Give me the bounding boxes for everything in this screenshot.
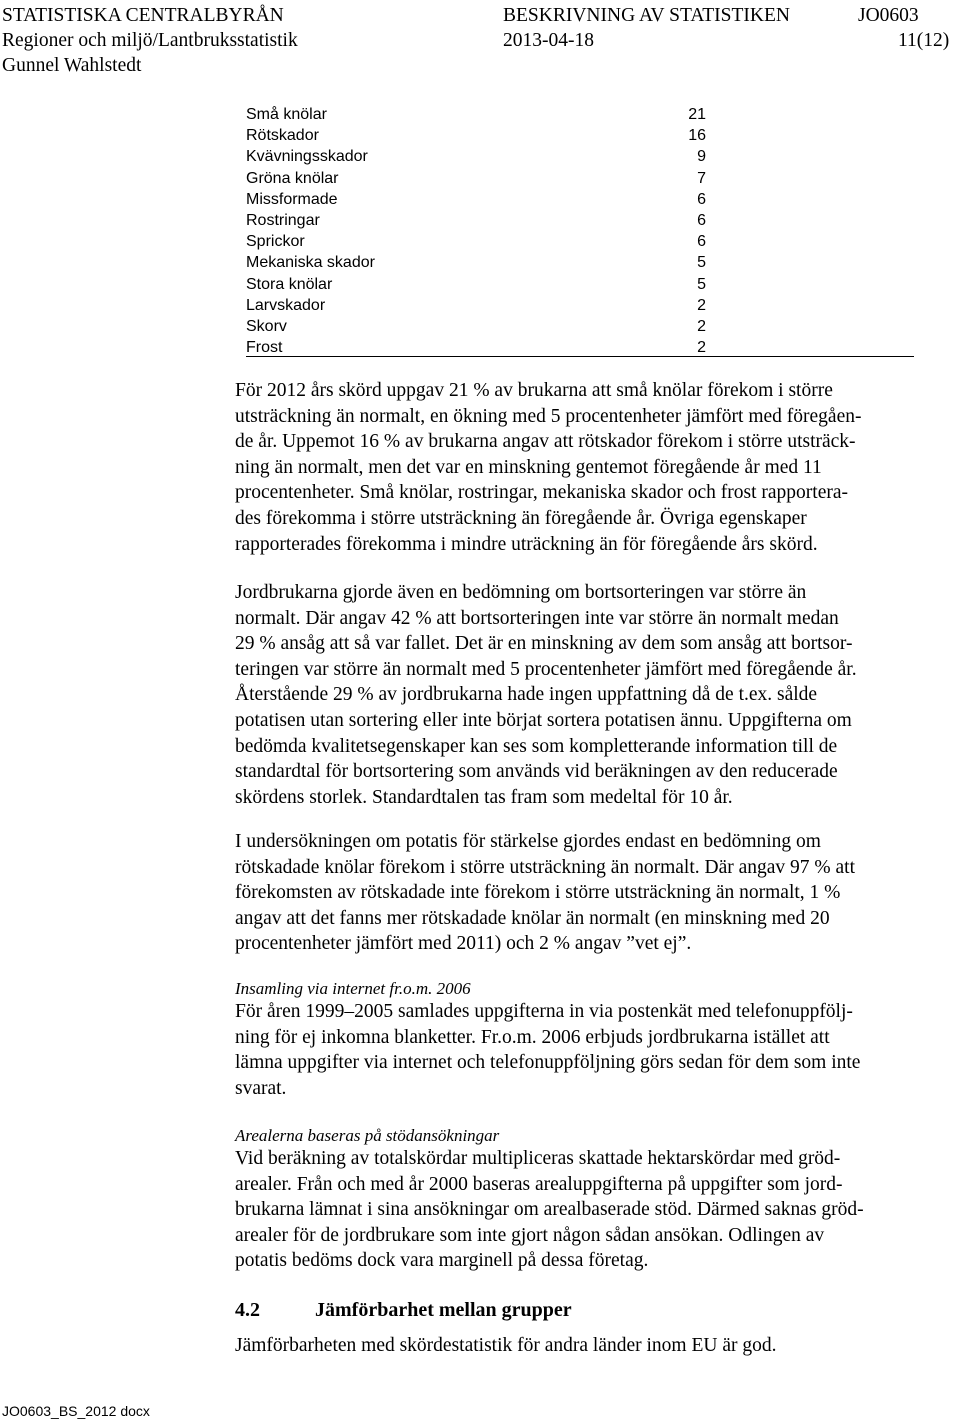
paragraph-3 [235, 829, 855, 957]
footer-filename: JO0603_BS_2012 docx [2, 1403, 150, 1419]
table-row-value: 6 [697, 211, 706, 229]
table-row-label: Rötskador [246, 127, 319, 145]
table-row-label: Stora knölar [246, 275, 333, 293]
text-line: Jordbrukarna gjorde även en bedömning om bortsorteringen var större än [235, 582, 807, 603]
text-line: Återstående 29 % av jordbrukarna hade ingen uppfattning då de t.ex. sålde [235, 684, 818, 706]
table-row-label: Gröna knölar [246, 169, 339, 187]
section-number: 4.2 [235, 1299, 260, 1321]
table-row-label: Missformade [246, 190, 338, 208]
text-line: skördens storlek. Standardtalen tas fram som medeltal för 10 år. [235, 786, 733, 808]
text-line: brukarna lämnat i sina ansökningar om arealbaserade stöd. Därmed saknas gröd- [235, 1199, 864, 1221]
table-row-value: 16 [688, 127, 706, 145]
table-row [246, 274, 914, 295]
section-title: Jämförbarhet mellan grupper [315, 1299, 572, 1321]
text-line: teringen var större än normalt med 5 procentenheter jämfört med föregående år. [235, 658, 857, 680]
table-row-label: Larvskador [246, 296, 326, 314]
table-row-value: 7 [697, 169, 706, 187]
subheading-internet: Insamling via internet fr.o.m. 2006 [235, 979, 471, 998]
table-row-label: Skorv [246, 317, 287, 335]
header-date: 2013-04-18 [503, 30, 594, 51]
subheading-arealer: Arealerna baseras på stödansökningar [235, 1126, 500, 1145]
text-line: ning för ej inkomna blanketter. Fr.o.m. 2006 erbjuds jordbrukarna istället att [235, 1026, 830, 1048]
text-line: procentenheter. Små knölar, rostringar, mekaniska skador och frost rapportera- [235, 482, 849, 504]
table-row-value: 21 [688, 106, 706, 123]
text-line: de år. Uppemot 16 % av brukarna angav att rötskador förekom i större utsträck- [235, 431, 856, 453]
table-row-value: 6 [697, 233, 706, 251]
header-department: Regioner och miljö/Lantbruksstatistik [2, 30, 298, 51]
paragraph-5 [235, 1146, 864, 1274]
paragraph-4 [235, 999, 860, 1101]
table-row [246, 210, 914, 231]
paragraph-1 [235, 378, 862, 557]
table-row [246, 104, 914, 125]
text-line: potatisen utan sortering eller inte börjat sortera potatisen ännu. Uppgifterna om [235, 709, 852, 731]
damage-table [246, 104, 914, 358]
table-row-value: 2 [697, 296, 706, 314]
header-author: Gunnel Wahlstedt [2, 55, 142, 76]
text-line: Vid beräkning av totalskördar multipliceras skattade hektarskördar med gröd- [235, 1148, 841, 1169]
table-row-value: 5 [697, 275, 706, 293]
text-line: potatis bedöms dock vara marginell på dessa företag. [235, 1250, 649, 1272]
table-row-label: Sprickor [246, 233, 305, 251]
table-row [246, 146, 914, 167]
table-row-label: Rostringar [246, 211, 320, 229]
table-row [246, 168, 914, 189]
table-row [246, 231, 914, 252]
text-line: bedömda kvalitetsegenskaper kan ses som kompletterande information till de [235, 735, 838, 757]
table-row [246, 189, 914, 210]
text-line: För åren 1999–2005 samlades uppgifterna in via postenkät med telefonuppfölj- [235, 1001, 853, 1022]
table-row-value: 9 [697, 148, 706, 166]
table-row-label: Kvävningsskador [246, 148, 368, 166]
text-line: svarat. [235, 1077, 287, 1099]
table-row-value: 2 [697, 339, 706, 357]
text-line: des förekomma i större utsträckning än föregående år. Övriga egenskaper [235, 507, 807, 529]
header-page: 11(12) [898, 30, 950, 51]
text-line: För 2012 års skörd uppgav 21 % av brukarna att små knölar förekom i större [235, 380, 833, 401]
text-line: förekomsten av rötskadade inte förekom i större utsträckning än normalt, 1 % [235, 882, 841, 904]
table-row-label: Mekaniska skador [246, 254, 375, 272]
table-row [246, 125, 914, 146]
header-doc-type: BESKRIVNING AV STATISTIKEN [503, 5, 790, 26]
table-row [246, 252, 914, 273]
text-line: angav att det fanns mer rötskadade knölar än normalt (en minskning med 20 [235, 907, 830, 929]
table-row [246, 295, 914, 316]
section-heading [235, 1297, 572, 1323]
table-row-value: 5 [697, 254, 706, 272]
table-row [246, 316, 914, 337]
text-line: utsträckning än normalt, en ökning med 5 procentenheter jämfört med föregåen- [235, 405, 862, 427]
text-line: arealer. Från och med år 2000 baseras arealuppgifterna på uppgifter som jord- [235, 1173, 843, 1195]
text-line: 29 % ansåg att så var fallet. Det är en minskning av dem som ansåg att bortsor- [235, 633, 853, 655]
text-line: rapporterades förekomma i mindre uträckning än för föregående års skörd. [235, 533, 818, 555]
table-row-value: 2 [697, 317, 706, 335]
table-bottom-rule [246, 356, 914, 357]
text-line: Jämförbarheten med skördestatistik för andra länder inom EU är god. [235, 1335, 777, 1356]
table-row-label: Små knölar [246, 106, 327, 123]
text-line: standardtal för bortsortering som används vid beräkningen av den reducerade [235, 761, 838, 783]
text-line: arealer för de jordbrukare som inte gjort någon sådan ansökan. Odlingen av [235, 1224, 825, 1246]
text-line: lämna uppgifter via internet och telefonuppföljning görs sedan för dem som inte [235, 1052, 861, 1074]
table-row-label: Frost [246, 339, 283, 357]
header-org: STATISTISKA CENTRALBYRÅN [2, 5, 284, 26]
header-doc-id: JO0603 [858, 5, 919, 26]
text-line: procentenheter jämfört med 2011) och 2 % angav ”vet ej”. [235, 933, 692, 955]
paragraph-2 [235, 580, 857, 810]
text-line: normalt. Där angav 42 % att bortsorteringen inte var större än normalt medan [235, 607, 839, 629]
text-line: rötskadade knölar förekom i större utsträckning än normalt. Där angav 97 % att [235, 856, 856, 878]
paragraph-6 [235, 1333, 777, 1359]
text-line: ning än normalt, men det var en minskning gentemot föregående år med 11 [235, 456, 822, 478]
table-row-value: 6 [697, 190, 706, 208]
text-line: I undersökningen om potatis för stärkelse gjordes endast en bedömning om [235, 831, 821, 852]
